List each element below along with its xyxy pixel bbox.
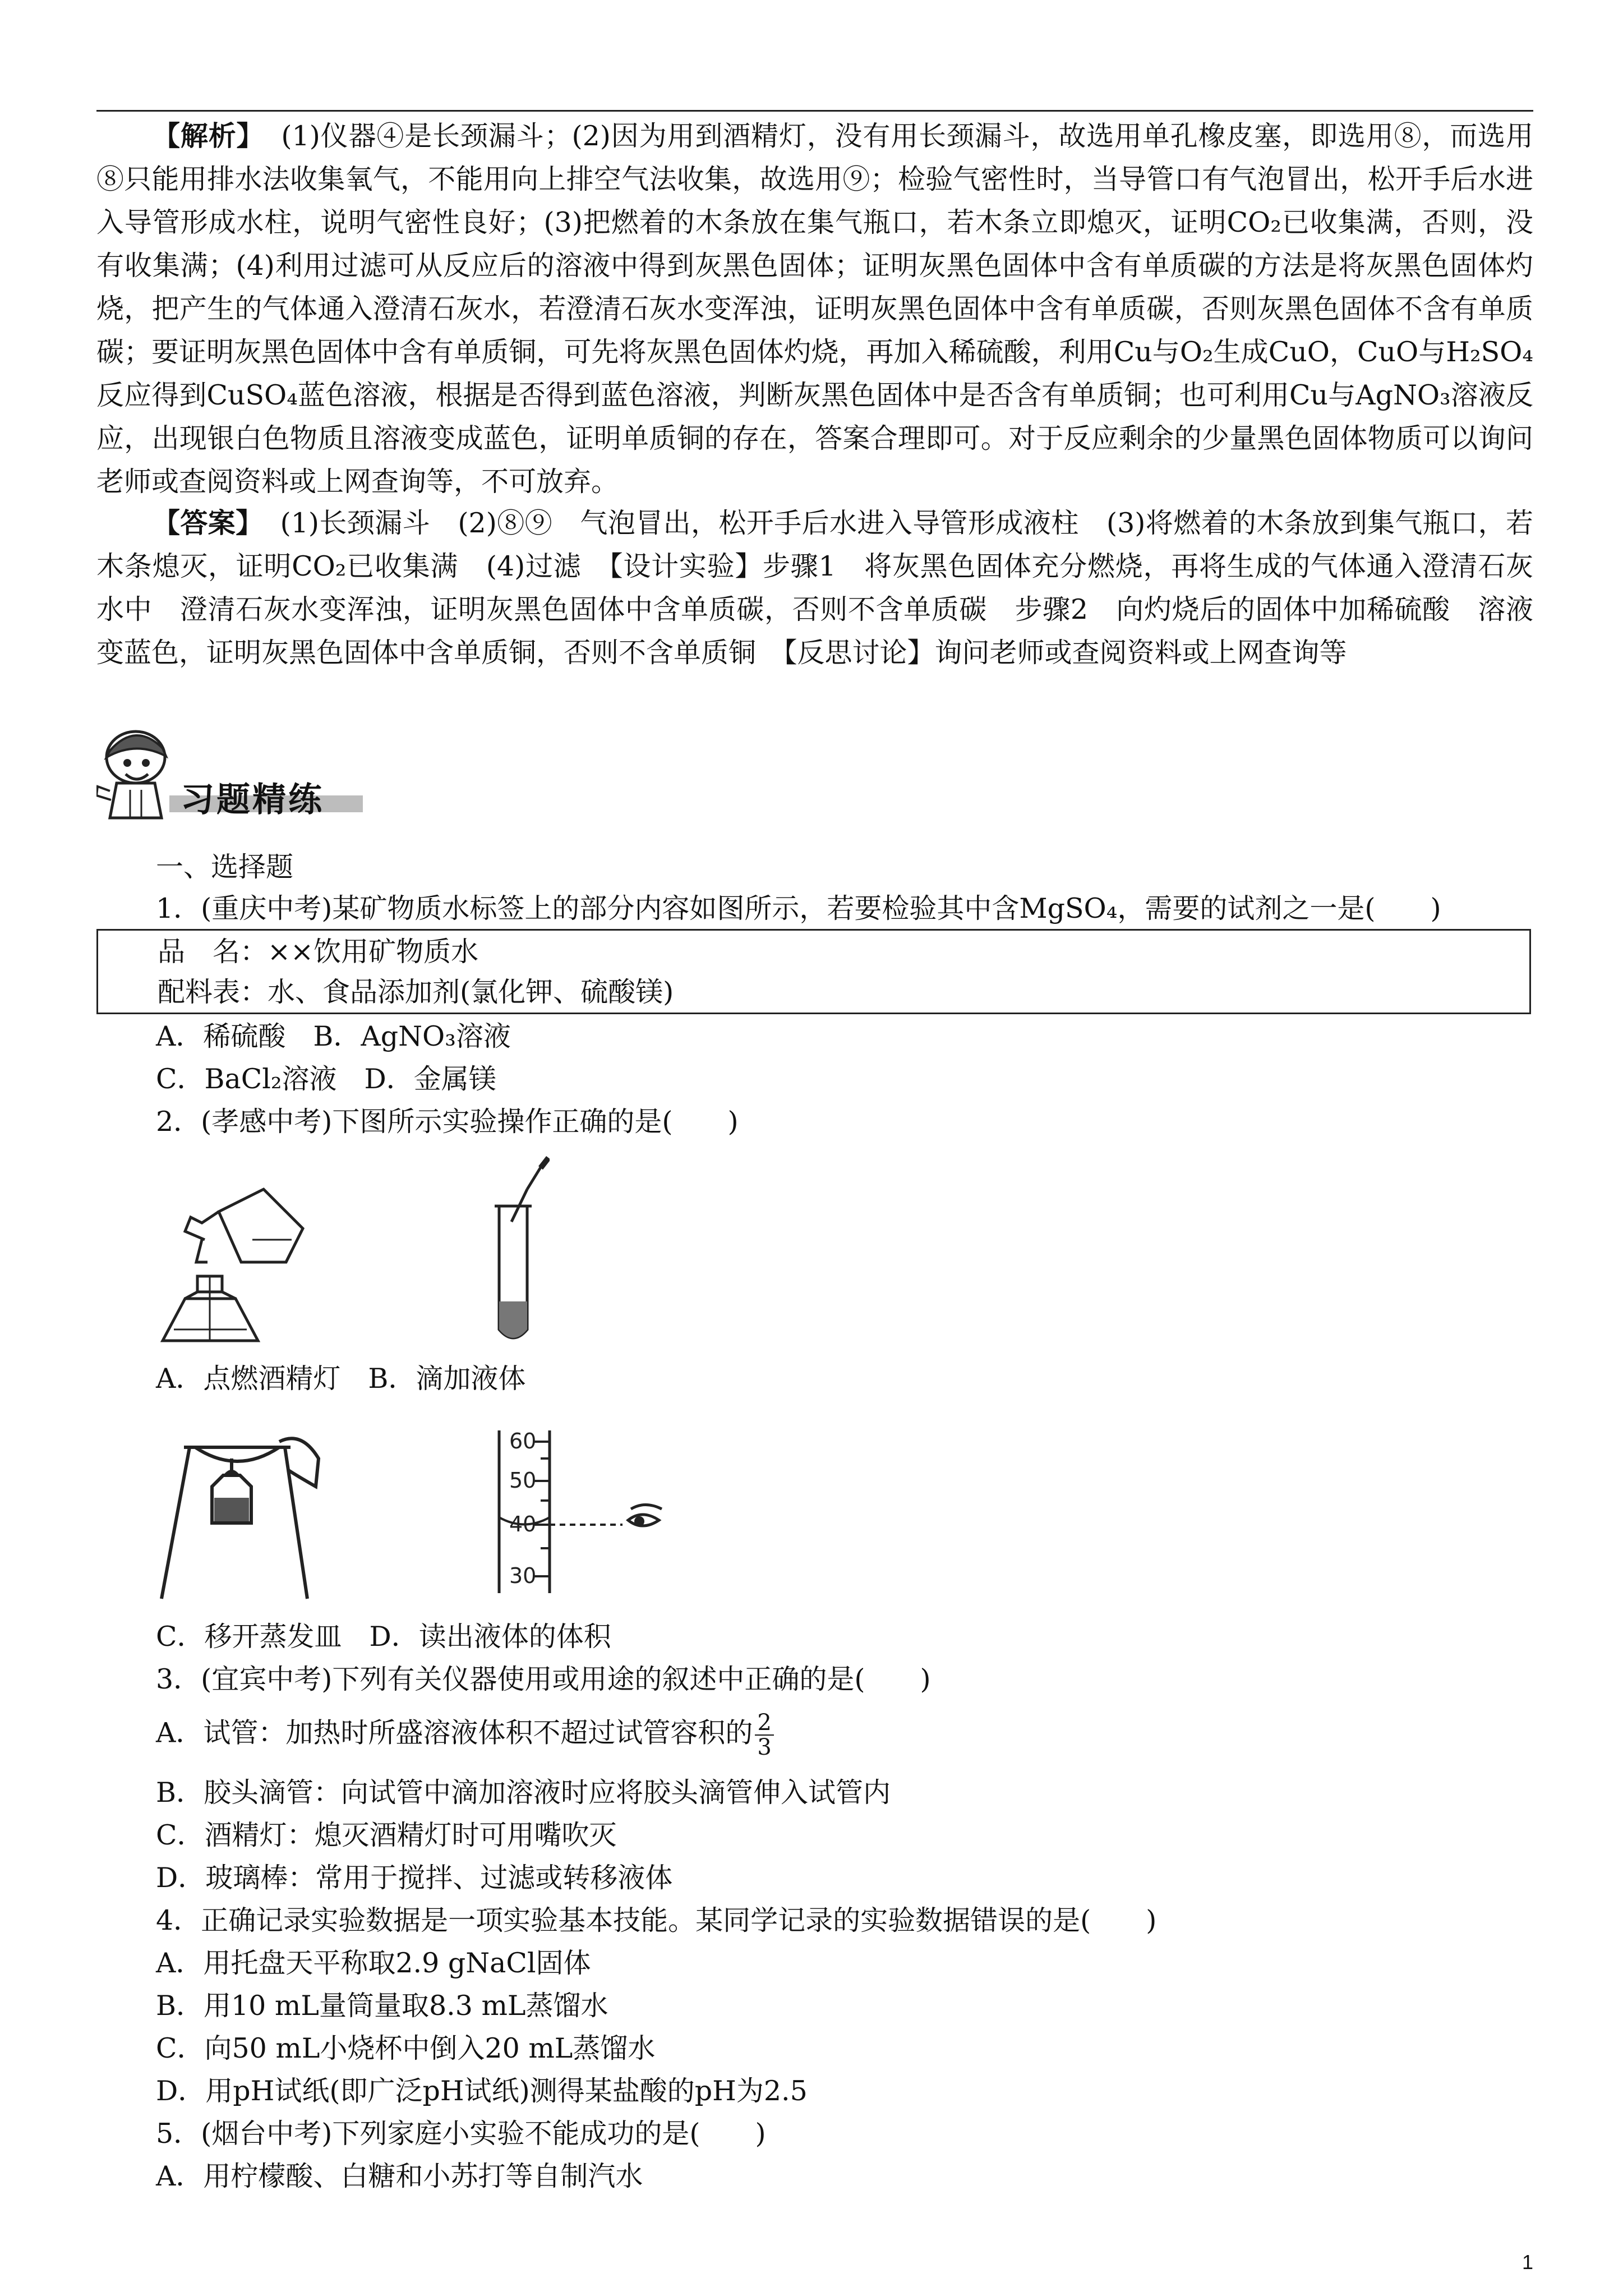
answer-paragraph — [96, 501, 1533, 674]
analysis-paragraph — [96, 114, 1533, 503]
graduated-cylinder-figure — [494, 1425, 673, 1604]
cylinder-tick-label: 40 — [509, 1512, 537, 1536]
q2-options-cd: C．移开蒸发皿 D．读出液体的体积 — [156, 1621, 611, 1653]
eye-icon — [628, 1505, 662, 1527]
q4-option-a: A．用托盘天平称取2.9 gNaCl固体 — [156, 1947, 591, 1979]
q1-label-table — [96, 929, 1531, 1014]
evaporating-dish-figure — [156, 1425, 324, 1604]
q3-option-d: D．玻璃棒：常用于搅拌、过滤或转移液体 — [156, 1862, 673, 1894]
q3-option-a — [156, 1711, 774, 1759]
q3-option-c: C．酒精灯：熄灭酒精灯时可用嘴吹灭 — [156, 1819, 617, 1851]
q3-stem: 3．(宜宾中考)下列有关仪器使用或用途的叙述中正确的是( ) — [156, 1663, 931, 1695]
q5-option-a: A．用柠檬酸、白糖和小苏打等自制汽水 — [156, 2160, 643, 2192]
q2-options-ab: A．点燃酒精灯 B．滴加液体 — [156, 1363, 526, 1395]
cylinder-tick-label: 50 — [509, 1468, 537, 1493]
top-rule — [96, 110, 1533, 112]
q4-stem: 4．正确记录实验数据是一项实验基本技能。某同学记录的实验数据错误的是( ) — [156, 1904, 1157, 1936]
q1-options-ab: A．稀硫酸 B．AgNO₃溶液 — [156, 1020, 511, 1052]
q1-label-line2: 配料表：水、食品添加剂(氯化钾、硫酸镁) — [158, 976, 674, 1008]
fraction-denominator: 3 — [757, 1734, 772, 1760]
fraction-numerator: 2 — [755, 1711, 773, 1736]
q3-option-b: B．胶头滴管：向试管中滴加溶液时应将胶头滴管伸入试管内 — [156, 1777, 891, 1809]
answer-text: (1)长颈漏斗 (2)⑧⑨ 气泡冒出，松开手后水进入导管形成液柱 (3)将燃着的木条放到集气瓶口，若木条熄灭，证明CO₂已收集满 (4)过滤 【设计实验】步骤1 将灰黑色固体充分燃烧，再将生成的气体通入澄清石灰水中 澄清石灰水变浑浊，证明灰黑色固体中含单质碳，否则不含单质碳 步骤2 向灼烧后的固体中加稀硫酸 溶液变蓝色，证明灰黑色固体中含单质铜，否则不含单质铜 【反思讨论】询问老师或查阅资料或上网查询等 — [96, 507, 1533, 669]
section-badge — [96, 724, 366, 830]
answer-label: 【答案】 — [153, 507, 264, 539]
cylinder-tick-label: 60 — [509, 1429, 537, 1453]
q1-label-line1: 品 名：××饮用矿物质水 — [158, 936, 479, 968]
section-badge-text: 习题精练 — [181, 780, 324, 820]
q4-option-c: C．向50 mL小烧杯中倒入20 mL蒸馏水 — [156, 2032, 656, 2064]
two-thirds-fraction — [755, 1711, 773, 1759]
alcohol-lamp-figure — [151, 1178, 320, 1346]
analysis-label: 【解析】 — [153, 119, 265, 152]
q1-stem: 1．(重庆中考)某矿物质水标签上的部分内容如图所示，若要检验其中含MgSO₄，需要的试剂之一是( ) — [156, 892, 1441, 924]
q5-stem: 5．(烟台中考)下列家庭小实验不能成功的是( ) — [156, 2118, 766, 2150]
dropper-test-tube-figure — [482, 1156, 550, 1346]
q3-option-a-text: A．试管：加热时所盛溶液体积不超过试管容积的 — [156, 1717, 753, 1749]
page-number: 1 — [1522, 2251, 1534, 2274]
analysis-text: (1)仪器④是长颈漏斗；(2)因为用到酒精灯，没有用长颈漏斗，故选用单孔橡皮塞，即选用⑧，而选用⑧只能用排水法收集氧气，不能用向上排空气法收集，故选用⑨；检验气密性时，当导管口有气泡冒出，松开手后水进入导管形成水柱，说明气密性良好；(3)把燃着的木条放在集气瓶口，若木条立即熄灭，证明CO₂已收集满，否则，没有收集满；(4)利用过滤可从反应后的溶液中得到灰黑色固体；证明灰黑色固体中含有单质碳的方法是将灰黑色固体灼烧，把产生的气体通入澄清石灰水，若澄清石灰水变浑浊，证明灰黑色固体中含有单质碳，否则灰黑色固体不含有单质碳；要证明灰黑色固体中含有单质铜，可先将灰黑色固体灼烧，再加入稀硫酸，利用Cu与O₂生成CuO，CuO与H₂SO₄反应得到CuSO₄蓝色溶液，根据是否得到蓝色溶液，判断灰黑色固体中是否含有单质铜；也可利用Cu与AgNO₃溶液反应，出现银白色物质且溶液变成蓝色，证明单质铜的存在，答案合理即可。对于反应剩余的少量黑色固体物质可以询问老师或查阅资料或上网查询等，不可放弃。 — [96, 120, 1533, 498]
section-title: 一、选择题 — [156, 851, 294, 883]
cylinder-tick-label: 30 — [509, 1563, 537, 1588]
q1-options-cd: C．BaCl₂溶液 D．金属镁 — [156, 1063, 496, 1095]
q4-option-b: B．用10 mL量筒量取8.3 mL蒸馏水 — [156, 1990, 608, 2022]
q4-option-d: D．用pH试纸(即广泛pH试纸)测得某盐酸的pH为2.5 — [156, 2075, 808, 2107]
q2-stem: 2．(孝感中考)下图所示实验操作正确的是( ) — [156, 1106, 739, 1138]
